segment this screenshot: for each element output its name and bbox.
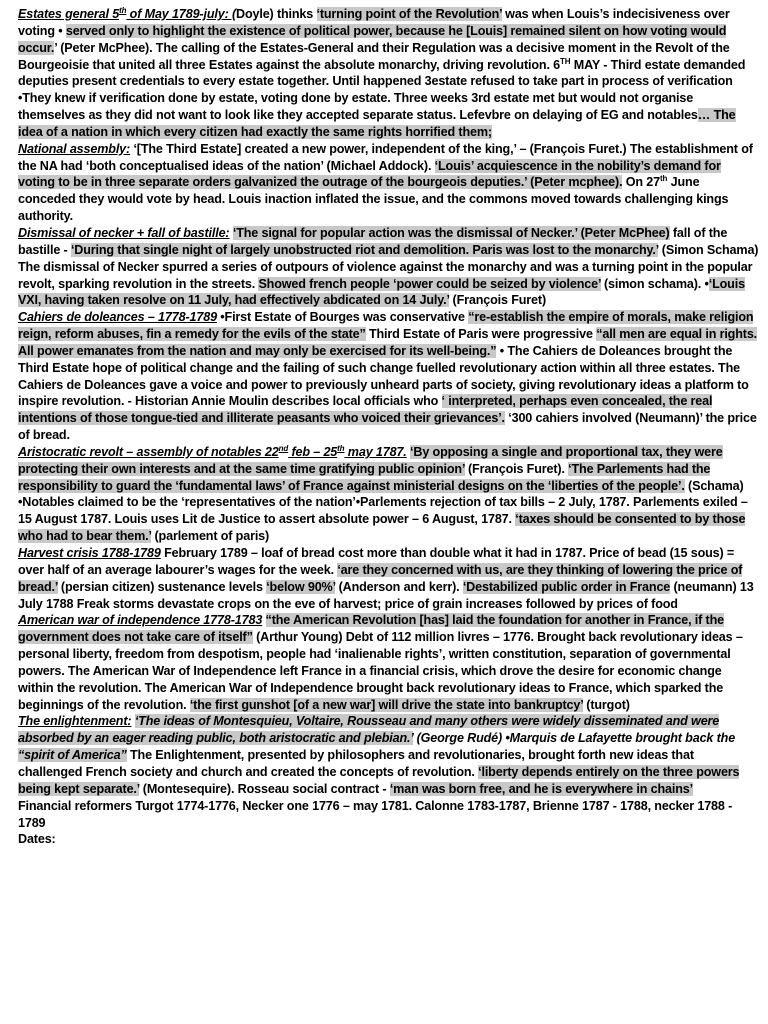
text-run: (François Furet) — [449, 293, 546, 308]
text-run: (Montesequire). Rosseau social contract - — [139, 781, 390, 796]
text-run: On 27 — [622, 175, 661, 190]
text-run: ‘[The Third Estate] created a new power, independent of the king,’ – (François Furet.) The establishment of the NA had ‘both conceptualised ideas of the nation’ (Michael Addock). — [18, 141, 753, 173]
text-run: fall of the bastille - — [18, 225, 728, 257]
highlighted-quote: ‘By opposing a single and proportional tax, they were protecting their own interests and at the same time gratifying public opinion’ — [18, 444, 723, 476]
text-run: (neumann) 13 July 1788 Freak storms devastate crops on the eve of harvest; price of grain increases followed by prices of food — [18, 579, 754, 611]
section-heading: nd — [278, 443, 289, 453]
text-run: (Simon Schama) The dismissal of Necker spurred a series of outpours of violence against the monarchy and was a turning point in the popular revolt, sparking revolution in the streets. — [18, 242, 759, 291]
highlighted-quote: ‘The Parlements had the responsibility to guard the ‘fundamental laws’ of France against ministerial designs on the ‘liberties of the people’. — [18, 461, 711, 493]
text-run: •First Estate of Bourges was conservative — [216, 310, 469, 325]
highlighted-quote: “all men are equal in rights. All power emanates from the nation and may only be exercised for its well-being.” — [18, 327, 758, 358]
section-heading: may 1787. — [344, 444, 407, 459]
text-run: Doyle) thinks — [236, 7, 317, 21]
section-heading: Harvest crisis 1788-1789 — [18, 546, 161, 560]
section-heading: of May 1789-july: ( — [126, 7, 237, 21]
section-heading: Dismissal of necker + fall of bastille: — [18, 225, 230, 240]
text-run: (simon schama). • — [600, 276, 709, 291]
section-heading: American war of independence 1778-1783 — [18, 613, 263, 628]
text-run: Third Estate of Paris were progressive — [365, 327, 597, 342]
text-run: Dates: — [18, 832, 56, 847]
highlighted-quote: ‘ interpreted, perhaps even concealed, the real intentions of those tongue-tied and illiterate peasants who voiced their grievances’. — [18, 394, 713, 426]
highlighted-quote: ‘the first gunshot [of a new war] will drive the state into bankruptcy’ — [189, 697, 583, 712]
text-run: ’ (Peter McPhee). The calling of the Estates-General and their Regulation was a decisive moment in the Revolt of the Bourgeoisie that united all three Estates against the absolute monarchy, driving revolution. 6 — [18, 40, 730, 72]
section-heading: th — [119, 5, 127, 15]
section-enlightenment — [18, 713, 760, 797]
section-heading: Aristocratic revolt – assembly of notables 22 — [18, 444, 279, 459]
text-run: (Schama) •Notables claimed to be the ‘representatives of the nation’•Parlements rejection of tax bills – 2 July, 1787. Parlements exiled – 15 August 1787. Louis uses Lit de Justice to assert absolute power – 6 August, 1787. — [18, 478, 748, 527]
highlighted-quote: ‘Destabilized public order in France — [462, 579, 671, 594]
text-run: ‘300 cahiers involved (Neumann)’ the price of bread. — [18, 411, 757, 443]
section-national-assembly — [18, 141, 760, 225]
document-page — [18, 6, 760, 848]
section-harvest-crisis — [18, 545, 760, 612]
highlighted-quote: ‘taxes should be consented to by those who had to bear them.’ — [18, 512, 746, 544]
text-run: TH — [560, 56, 571, 66]
section-heading: th — [337, 443, 345, 453]
highlighted-quote: ‘liberty depends entirely on the three powers being kept separate.’ — [18, 764, 740, 796]
section-heading: The enlightenment: — [18, 714, 132, 729]
highlighted-quote: ‘are they concerned with us, are they thinking of lowering the price of bread.’ — [18, 562, 743, 594]
highlighted-quote: “the American Revolution [has] laid the foundation for another in France, if the government does not take care of itself” — [18, 613, 724, 645]
highlighted-quote: ‘Louis’ acquiescence in the nobility’s demand for voting to be in three separate orders galvanized the outrage of the bourgeois deputies.’ (Peter mcphee). — [18, 158, 721, 190]
section-aristocratic-revolt — [18, 444, 760, 545]
text-run: • The Cahiers de Doleances brought the Third Estate hope of political change and the failing of such change fuelled revolutionary action within all three estates. The Cahiers de Doleances gave a voice and power to previously unheard parts of society, giving revolutionary ideas a platform to inspire revolution. - Historian Annie Moulin describes local officials who — [18, 343, 749, 409]
text-run: (Anderson and kerr). — [335, 579, 463, 594]
text-run: (parlement of paris) — [151, 529, 270, 544]
highlighted-quote: “spirit of America” — [18, 748, 127, 763]
section-heading: Estates general 5 — [18, 7, 120, 21]
highlighted-quote: … The idea of a nation in which every citizen had exactly the same rights horrified them; — [18, 108, 736, 139]
text-run: February 1789 – loaf of bread cost more than double what it had in 1787. Price of bead (15 sous) = over half of an average labourer’s wages for the week. — [18, 546, 735, 577]
section-heading: National assembly: — [18, 141, 131, 156]
section-heading: feb – 25 — [288, 444, 338, 459]
text-run: MAY - Third estate demanded deputies present credentials to every estate together. Until happened 3estate refused to take part in process of verification •They knew if verification done by estate, voting done by estate. Three weeks 3rd estate met but would not organise themselves as they did not want to look like they accepted separate status. Lefevbre on delaying of EG and notables — [18, 57, 746, 123]
section-heading: Cahiers de doleances – 1778-1789 — [18, 310, 217, 325]
highlighted-quote: served only to highlight the existence of political power, because he [Louis] remained silent on how voting would occur. — [18, 23, 727, 55]
text-run: June conceded they would vote by head. Louis inaction inflated the issue, and the commons moved towards challenging kings authority. — [18, 175, 729, 224]
text-run: (François Furet). — [464, 461, 569, 476]
text-run: was when Louis’s indecisiveness over voting • — [18, 7, 730, 38]
highlighted-quote: ‘below 90%’ — [266, 579, 336, 594]
section-financial-reformers — [18, 798, 760, 832]
text-run: The Enlightenment, presented by philosophers and revolutionaries, brought forth new ideas that challenged French society and church and created the concepts of revolution. — [18, 748, 694, 779]
text-run: th — [660, 174, 668, 184]
text-run: (persian citizen) sustenance levels — [57, 579, 267, 594]
section-american-war — [18, 612, 760, 713]
section-dates — [18, 831, 760, 848]
highlighted-quote: Showed french people ‘power could be seized by violence’ — [258, 276, 601, 291]
highlighted-quote: ‘The signal for popular action was the dismissal of Necker.’ (Peter McPhee) — [232, 225, 670, 240]
section-dismissal-of-necker — [18, 225, 760, 309]
text-run: (turgot) — [582, 697, 630, 712]
section-estates-general — [18, 6, 760, 141]
text-run: (George Rudé) •Marquis de Lafayette brought back the — [413, 731, 736, 746]
highlighted-quote: “re-establish the empire of morals, make religion reign, reform abuses, fin a remedy for the evils of the state” — [18, 310, 754, 342]
highlighted-quote: ‘Louis VXI, having taken resolve on 11 July, had effectively abdicated on 14 July.’ — [18, 276, 745, 308]
text-run: (Arthur Young) Debt of 112 million livres – 1776. Brought back revolutionary ideas – personal liberty, freedom from despotism, people had ‘inalienable rights’, written constitution, separation of governmental powers. The American War of Independence left France in a financial crisis, which drove the desire for economic change within the revolution. The American War of Independence brought back revolutionary ideas to France, which sparked the beginnings of the revolution. — [18, 630, 743, 712]
highlighted-quote: ‘turning point of the Revolution’ — [316, 7, 502, 21]
highlighted-quote: ‘The ideas of Montesquieu, Voltaire, Rousseau and many others were widely disseminated and were absorbed by an eager reading public, both aristocratic and plebian.’ — [18, 714, 720, 746]
text-run: Financial reformers Turgot 1774-1776, Necker one 1776 – may 1781. Calonne 1783-1787, Brienne 1787 - 1788, necker 1788 - 1789 — [18, 798, 733, 830]
highlighted-quote: ‘During that single night of largely unobstructed riot and demolition. Paris was lost to the monarchy.’ — [70, 242, 659, 257]
highlighted-quote: ‘man was born free, and he is everywhere in chains’ — [389, 781, 693, 796]
section-cahiers-de-doleances — [18, 309, 760, 444]
